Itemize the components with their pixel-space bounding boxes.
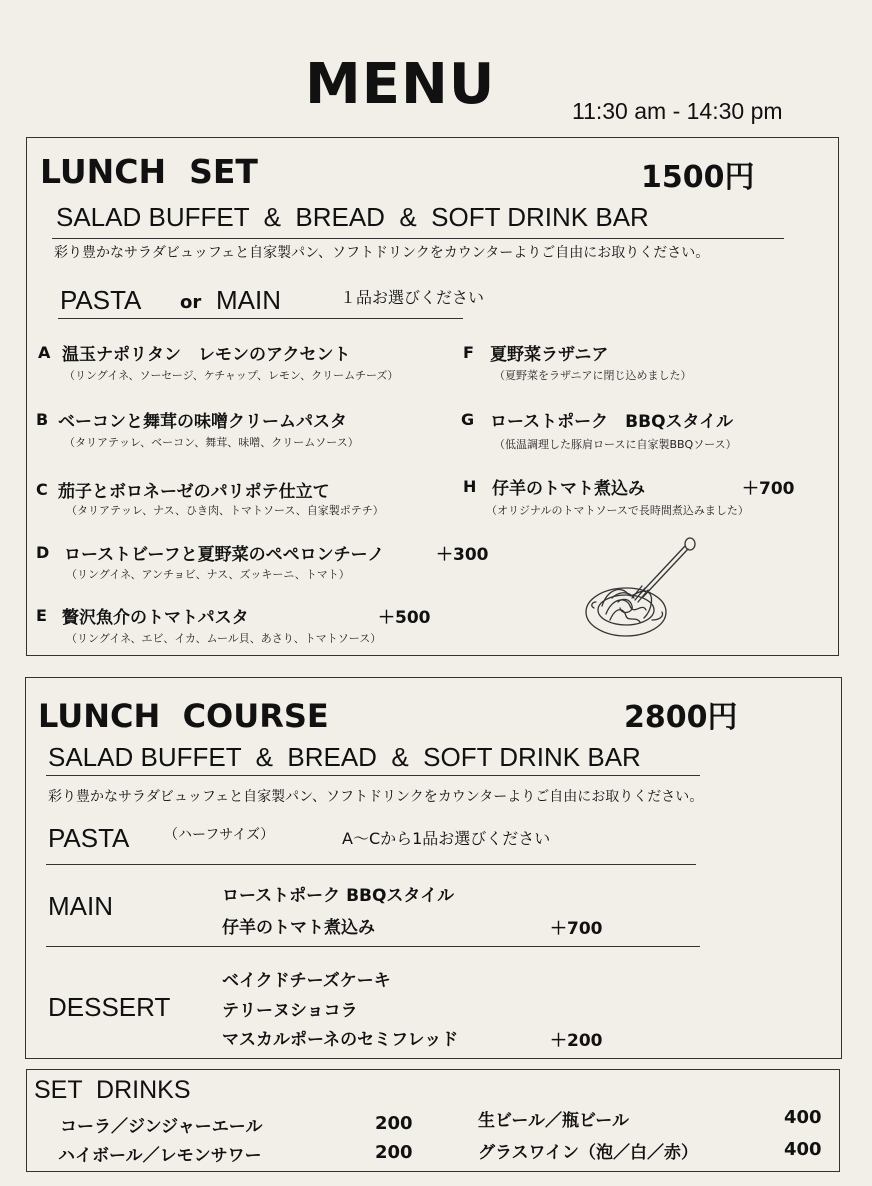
drink-name: 生ビール／瓶ビール <box>478 1111 629 1131</box>
course-pasta-half: （ハーフサイズ） <box>164 827 275 843</box>
drink-price: 200 <box>375 1113 413 1134</box>
drink-name: グラスワイン（泡／白／赤） <box>478 1143 698 1163</box>
course-dessert-label: DESSERT <box>48 992 171 1022</box>
course-dessert-item: ベイクドチーズケーキ <box>222 971 391 991</box>
course-main-label: MAIN <box>48 891 113 921</box>
item-desc: （低温調理した豚肩ロースに自家製BBQソース） <box>494 438 737 451</box>
lunch-course-buffet-desc: 彩り豊かなサラダビュッフェと自家製パン、ソフトドリンクをカウンターよりご自由にお取りください。 <box>48 789 704 805</box>
item-desc: （オリジナルのトマトソースで長時間煮込みました） <box>486 504 749 517</box>
drink-price: 200 <box>375 1142 413 1163</box>
course-dessert-item: マスカルポーネのセミフレッド <box>222 1030 459 1050</box>
course-pasta-choose: A〜Cから1品お選びください <box>342 829 551 848</box>
item-letter: F <box>463 343 474 362</box>
item-letter: A <box>38 343 51 362</box>
pasta-illustration-icon <box>582 536 698 644</box>
item-desc: （タリアテッレ、ナス、ひき肉、トマトソース、自家製ポテチ） <box>66 504 384 517</box>
lunch-set-buffet-desc: 彩り豊かなサラダビュッフェと自家製パン、ソフトドリンクをカウンターよりご自由にお取りください。 <box>54 245 710 261</box>
item-surcharge: ＋700 <box>742 479 795 499</box>
lunch-set-price: 1500円 <box>641 160 755 195</box>
lunch-course-title: LUNCH COURSE <box>38 697 329 735</box>
course-main-item: ローストポーク BBQスタイル <box>222 886 455 906</box>
item-letter: E <box>36 606 47 625</box>
lunch-set-pasta-underline <box>58 318 463 319</box>
course-pasta-label: PASTA <box>48 823 130 853</box>
course-main-surcharge: ＋700 <box>550 919 603 939</box>
item-name: 温玉ナポリタン レモンのアクセント <box>62 345 351 365</box>
drink-name: ハイボール／レモンサワー <box>58 1146 262 1166</box>
item-desc: （リングイネ、ソーセージ、ケチャップ、レモン、クリームチーズ） <box>64 369 399 382</box>
course-main-item: 仔羊のトマト煮込み <box>222 918 375 938</box>
lunch-set-title: LUNCH SET <box>40 152 258 191</box>
item-surcharge: ＋300 <box>436 545 489 565</box>
item-desc: （夏野菜をラザニアに閉じ込めました） <box>494 369 692 382</box>
item-name: ベーコンと舞茸の味噌クリームパスタ <box>58 412 347 432</box>
set-drinks-title: SET DRINKS <box>34 1076 191 1104</box>
menu-title: MENU <box>305 52 496 117</box>
lunch-set-or-label: or <box>180 292 202 313</box>
item-letter: G <box>461 410 475 429</box>
lunch-course-buffet-underline <box>46 775 700 776</box>
lunch-set-choose: １品お選びください <box>340 288 485 307</box>
drink-price: 400 <box>784 1139 822 1160</box>
item-name: 贅沢魚介のトマトパスタ <box>62 608 249 628</box>
course-pasta-divider <box>46 864 696 865</box>
item-letter: B <box>36 410 49 429</box>
lunch-set-pasta-label: PASTA <box>60 285 142 315</box>
item-name: 仔羊のトマト煮込み <box>492 479 645 499</box>
item-name: ローストビーフと夏野菜のペペロンチーノ <box>64 545 385 565</box>
lunch-course-buffet: SALAD BUFFET & BREAD & SOFT DRINK BAR <box>48 742 641 772</box>
item-letter: C <box>36 480 48 499</box>
course-main-divider <box>46 946 700 947</box>
drink-price: 400 <box>784 1107 822 1128</box>
lunch-course-price: 2800円 <box>624 700 738 735</box>
course-dessert-surcharge: ＋200 <box>550 1031 603 1051</box>
drink-name: コーラ／ジンジャーエール <box>60 1117 263 1137</box>
lunch-set-main-label: MAIN <box>216 285 281 315</box>
item-name: 夏野菜ラザニア <box>490 345 609 365</box>
item-letter: H <box>463 477 477 496</box>
item-surcharge: ＋500 <box>378 608 431 628</box>
course-dessert-item: テリーヌショコラ <box>222 1001 358 1021</box>
item-desc: （リングイネ、アンチョビ、ナス、ズッキーニ、トマト） <box>66 568 350 581</box>
service-hours: 11:30 am - 14:30 pm <box>572 98 783 124</box>
item-desc: （タリアテッレ、ベーコン、舞茸、味噌、クリームソース） <box>64 436 359 449</box>
item-letter: D <box>36 543 50 562</box>
lunch-set-buffet-underline <box>52 238 784 239</box>
item-name: 茄子とボロネーゼのパリポテ仕立て <box>58 482 330 502</box>
item-name: ローストポーク BBQスタイル <box>490 412 734 432</box>
lunch-set-buffet: SALAD BUFFET & BREAD & SOFT DRINK BAR <box>56 202 649 232</box>
item-desc: （リングイネ、エビ、イカ、ムール貝、あさり、トマトソース） <box>66 632 382 645</box>
